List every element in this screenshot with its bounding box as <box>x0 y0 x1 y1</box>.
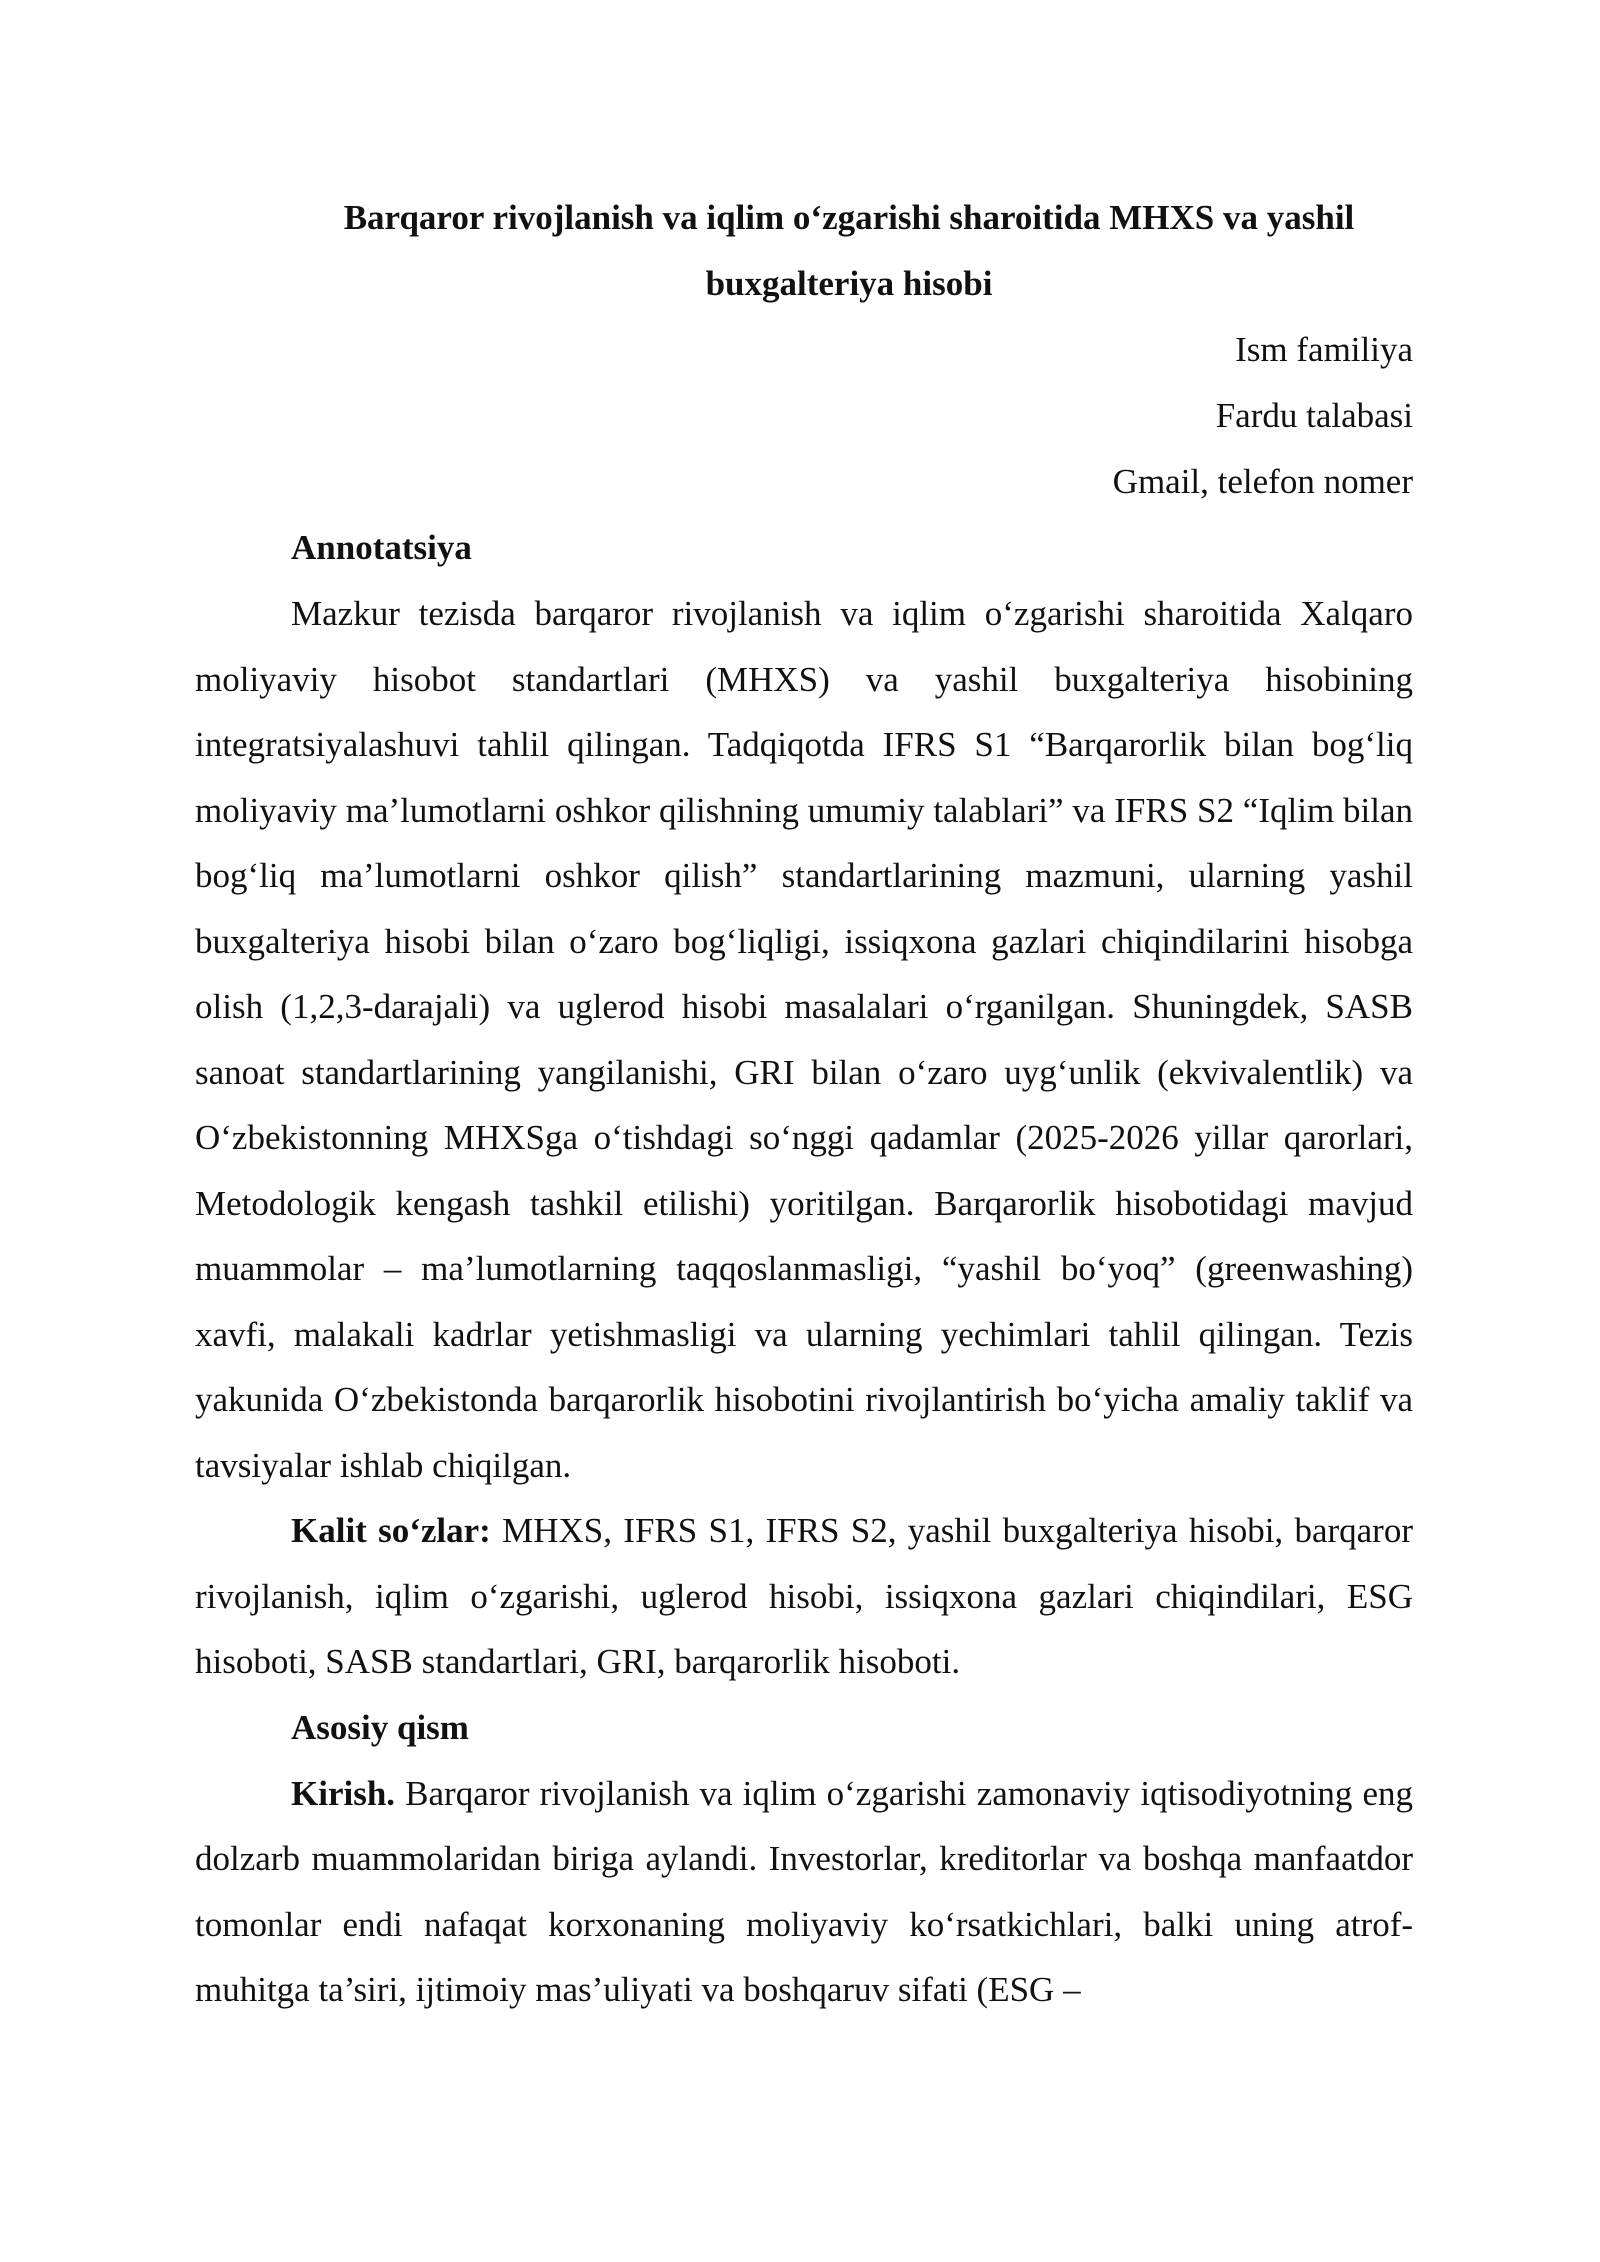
keywords-paragraph <box>195 1498 1413 1695</box>
intro-label: Kirish. <box>291 1773 396 1813</box>
author-contact: Gmail, telefon nomer <box>1112 462 1413 501</box>
author-name: Ism familiya <box>1235 330 1413 369</box>
main-heading: Asosiy qism <box>291 1707 469 1747</box>
document-page <box>195 185 1413 2023</box>
document-title <box>195 185 1413 317</box>
intro-text: Barqaror rivojlanish va iqlim o‘zgarishi zamonaviy iqtisodiyotning eng dolzarb muammolaridan biriga aylandi. Investorlar, kreditorlar va boshqa manfaatdor tomonlar endi nafaqat korxonaning moliyaviy ko‘rsatkichlari, balki uning atrof-muhitga ta’siri, ijtimoiy mas’uliyati va boshqaruv sifati (ESG – <box>195 1773 1413 2009</box>
author-affiliation: Fardu talabasi <box>1215 396 1413 435</box>
annotation-text: Mazkur tezisda barqaror rivojlanish va iqlim o‘zgarishi sharoitida Xalqaro moliyaviy hisobot standartlari (MHXS) va yashil buxgalteriya hisobining integratsiyalashuvi tahlil qilingan. Tadqiqotda IFRS S1 “Barqarorlik bilan bog‘liq moliyaviy ma’lumotlarni oshkor qilishning umumiy talablari” va IFRS S2 “Iqlim bilan bog‘liq ma’lumotlarni oshkor qilish” standartlarining mazmuni, ularning yashil buxgalteriya hisobi bilan o‘zaro bog‘liqligi, issiqxona gazlari chiqindilarini hisobga olish (1,2,3-darajali) va uglerod hisobi masalalari o‘rganilgan. Shuningdek, SASB sanoat standartlarining yangilanishi, GRI bilan o‘zaro uyg‘unlik (ekvivalentlik) va O‘zbekistonning MHXSga o‘tishdagi so‘nggi qadamlar (2025-2026 yillar qarorlari, Metodologik kengash tashkil etilishi) yoritilgan. Barqarorlik hisobotidagi mavjud muammolar – ma’lumotlarning taqqoslanmasligi, “yashil bo‘yoq” (greenwashing) xavfi, malakali kadrlar yetishmasligi va ularning yechimlari tahlil qilingan. Tezis yakunida O‘zbekistonda barqarorlik hisobotini rivojlantirish bo‘yicha amaliy taklif va tavsiyalar ishlab chiqilgan. <box>195 594 1413 1485</box>
annotation-heading: Annotatsiya <box>291 528 472 567</box>
title-line-1: Barqaror rivojlanish va iqlim o‘zgarishi sharoitida MHXS va yashil <box>343 198 1355 237</box>
author-block <box>195 317 1413 515</box>
intro-paragraph <box>195 1761 1413 2023</box>
title-line-2: buxgalteriya hisobi <box>705 264 993 303</box>
keywords-label: Kalit so‘zlar: <box>291 1511 491 1550</box>
keywords-text: MHXS, IFRS S1, IFRS S2, yashil buxgalteriya hisobi, barqaror rivojlanish, iqlim o‘zgarishi, uglerod hisobi, issiqxona gazlari chiqindilari, ESG hisoboti, SASB standartlari, GRI, barqarorlik hisoboti. <box>195 1511 1413 1681</box>
